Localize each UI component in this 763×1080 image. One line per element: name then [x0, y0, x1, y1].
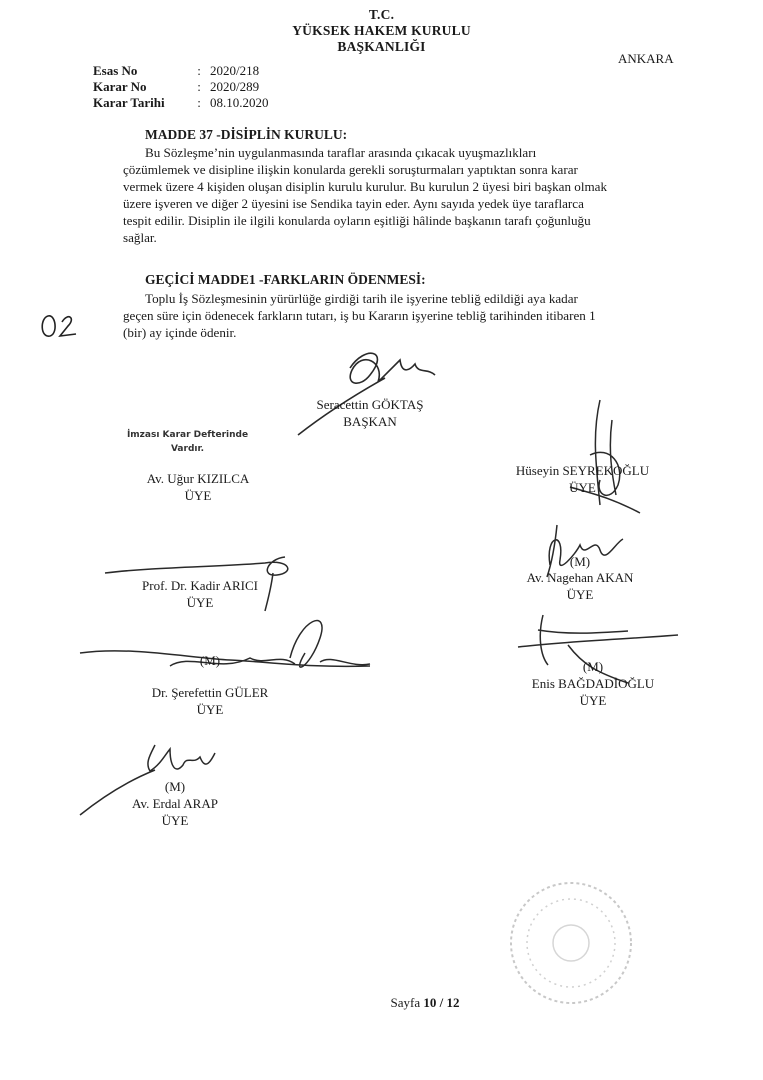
signature-scribble [500, 395, 665, 520]
signatory-role: ÜYE [196, 702, 224, 717]
signature-block-goktas [290, 340, 450, 445]
page-footer [0, 995, 763, 1011]
meta-sep: : [197, 79, 201, 94]
signatory-role: BAŞKAN [343, 414, 397, 429]
official-seal [506, 878, 636, 1008]
section1-line: tespit edilir. Disiplin ile ilgili konularda oyların eşitliği hâlinde başkanın tarafı çoğunluğu [123, 213, 591, 228]
meta-value: 08.10.2020 [210, 95, 269, 110]
meta-label: Karar No [93, 79, 147, 94]
case-meta [93, 63, 269, 111]
signatory-mark: (M) [164, 779, 186, 794]
signature-block-kizilca [118, 470, 278, 504]
signatory-role: ÜYE [161, 813, 189, 828]
signatory-name: Av. Erdal ARAP [132, 796, 218, 811]
section2-line: Toplu İş Sözleşmesinin yürürlüğe girdiği tarih ile işyerine tebliğ edildiği aya kadar [145, 291, 578, 306]
signature-block-guler [70, 598, 400, 723]
meta-sep: : [197, 95, 201, 110]
signatory-role: ÜYE [566, 587, 594, 602]
signatory-mark: (M) [199, 653, 221, 668]
signature-block-akan [505, 515, 655, 605]
section1-line: Bu Sözleşme’nin uygulanmasında taraflar arasında çıkacak uyuşmazlıkları [145, 145, 537, 160]
signatory-name: Hüseyin SEYREKOĞLU [515, 463, 650, 478]
signature-register-note [115, 428, 260, 456]
signatory-name: Seracettin GÖKTAŞ [316, 397, 424, 412]
signature-block-seyrekoglu [500, 395, 665, 520]
footer-prefix: Sayfa [390, 995, 421, 1010]
section1-line: üzere işveren ve diğer 2 üyesini ise Sendika tayin eder. Aynı sayıda yedek üye taraflarca [123, 196, 584, 211]
section2-line: (bir) ay içinde ödenir. [123, 325, 237, 340]
stamp-note-line1: İmzası Karar Defterinde [126, 430, 249, 440]
header-tc: T.C. [368, 7, 395, 22]
signatory-role: ÜYE [184, 488, 212, 503]
signatory-name: Prof. Dr. Kadir ARICI [142, 578, 258, 593]
signatory-name: Enis BAĞDADİOĞLU [531, 676, 655, 691]
section1-body [123, 144, 685, 246]
meta-value: 2020/218 [210, 63, 260, 78]
meta-value: 2020/289 [210, 79, 260, 94]
signatory-mark: (M) [569, 554, 591, 569]
signatory-name: Av. Nagehan AKAN [526, 570, 634, 585]
signatory-role: ÜYE [569, 480, 596, 495]
signatory-role: ÜYE [186, 595, 214, 610]
margin-note [38, 308, 78, 342]
meta-label: Karar Tarihi [93, 95, 165, 110]
section1-line: sağlar. [123, 230, 157, 245]
header-institution: YÜKSEK HAKEM KURULU [292, 23, 471, 38]
seal-icon [506, 878, 636, 1008]
meta-row-esas [93, 63, 269, 79]
signature-block-arap [75, 735, 275, 830]
header-department: BAŞKANLIĞI [337, 39, 426, 54]
section2-body [123, 290, 685, 341]
signatory-name: Dr. Şerefettin GÜLER [151, 685, 269, 700]
signatory-mark: (M) [582, 659, 604, 674]
signatory-role: ÜYE [579, 693, 607, 708]
meta-label: Esas No [93, 63, 138, 78]
meta-row-karar [93, 79, 269, 95]
header-city: ANKARA [618, 51, 674, 66]
section1-line: çözümlemek ve disipline ilişkin konularda gerekli soruşturmaları yaptıktan sonra karar [123, 162, 578, 177]
meta-sep: : [197, 63, 201, 78]
signature-block-bagdadioglu [508, 605, 678, 715]
section1-line: vermek üzere 4 kişiden oluşan disiplin kurulu kurulur. Bu kurulun 2 üyesi biri başkan olmak [123, 179, 608, 194]
section1-title: MADDE 37 -DİSİPLİN KURULU: [145, 127, 348, 142]
section2-line: geçen süre için ödenecek farkların tutarı, iş bu Kararın işyerine tebliğ tarihinden itibaren 1 [123, 308, 596, 323]
meta-row-date [93, 95, 269, 111]
margin-note-scribble [38, 308, 78, 342]
signatory-name: Av. Uğur KIZILCA [146, 471, 250, 486]
stamp-note-line2: Vardır. [170, 444, 205, 454]
section2-title: GEÇİCİ MADDE1 -FARKLARIN ÖDENMESİ: [145, 272, 426, 287]
page-number: 10 / 12 [423, 995, 460, 1010]
